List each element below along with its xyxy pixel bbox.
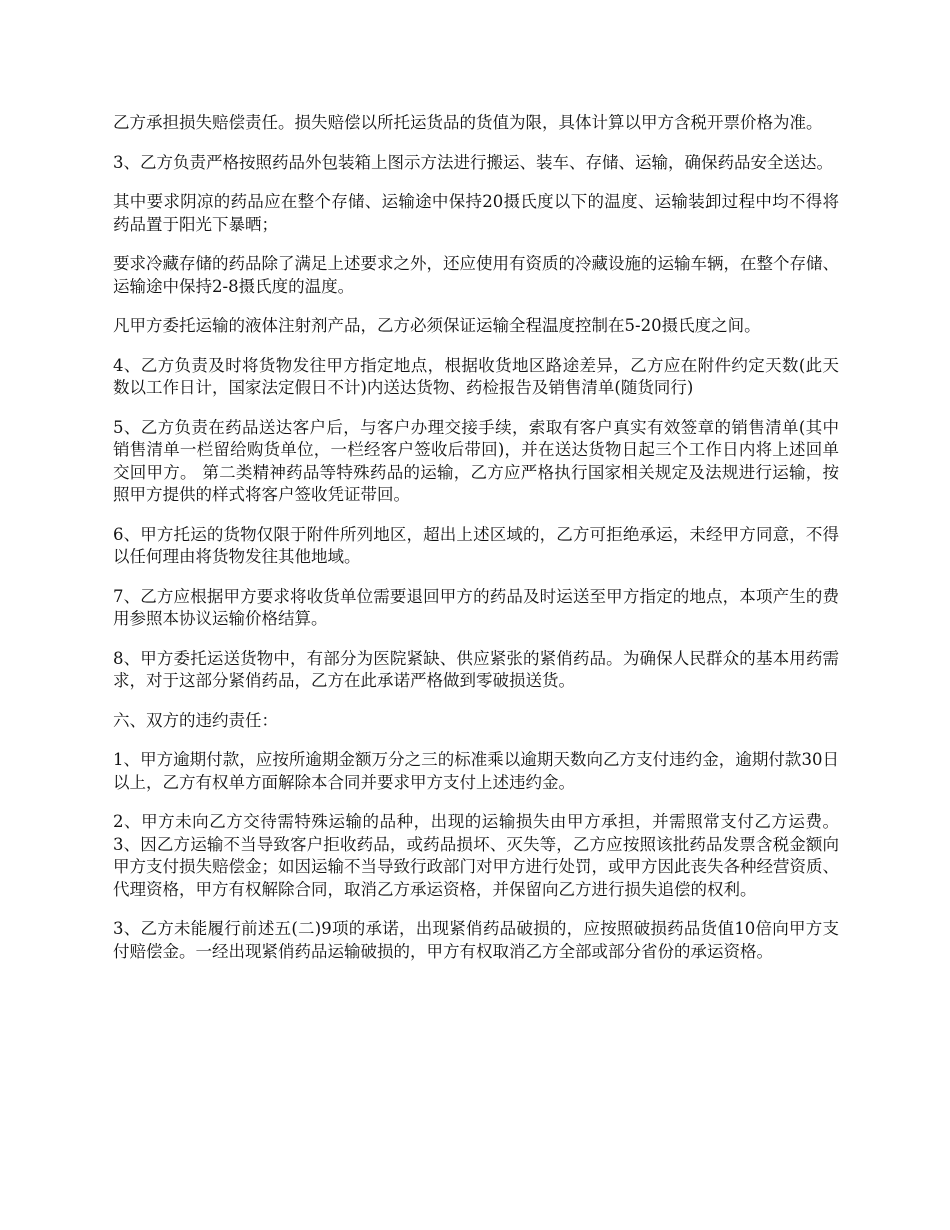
paragraph-cool-storage: 其中要求阴凉的药品应在整个存储、运输途中保持20摄氏度以下的温度、运输装卸过程中均不得将药品置于阳光下暴晒； [113,192,839,234]
paragraph-clause-4-delivery: 4、乙方负责及时将货物发往甲方指定地点，根据收货地区路途差异，乙方应在附件约定天数(此天数以工作日计，国家法定假日不计)内送达货物、药检报告及销售清单(随货同行) [113,355,839,397]
paragraph-breach-3-damage-compensation: 3、乙方未能履行前述五(二)9项的承诺，出现紧俏药品破损的，应按照破损药品货值10倍向甲方支付赔偿金。一经出现紧俏药品运输破损的，甲方有权取消乙方全部或部分省份的承运资格。 [113,919,839,961]
paragraph-breach-1-late-payment: 1、甲方逾期付款，应按所逾期金额万分之三的标准乘以逾期天数向乙方支付违约金，逾期付款30日以上，乙方有权单方面解除本合同并要求甲方支付上述违约金。 [113,750,839,792]
paragraph-clause-5-handover: 5、乙方负责在药品送达客户后，与客户办理交接手续，索取有客户真实有效签章的销售清单(其中销售清单一栏留给购货单位，一栏经客户签收后带回)，并在送达货物日起三个工作日内将上述回单交回甲方。 第二类精神药品等特殊药品的运输，乙方应严格执行国家相关规定及法规进行运输，按照甲方提供的样式将客户签收凭证带回。 [113,417,839,504]
section-heading-breach-liability: 六、双方的违约责任： [113,710,278,730]
paragraph-refrigerated-storage: 要求冷藏存储的药品除了满足上述要求之外，还应使用有资质的冷藏设施的运输车辆，在整个存储、运输途中保持2-8摄氏度的温度。 [113,254,839,296]
paragraph-clause-7-returns: 7、乙方应根据甲方要求将收货单位需要退回甲方的药品及时运送至甲方指定的地点，本项产生的费用参照本协议运输价格结算。 [113,586,839,628]
paragraph-clause-3-handling: 3、乙方负责严格按照药品外包装箱上图示方法进行搬运、装车、存储、运输，确保药品安全送达。 [113,152,833,172]
paragraph-loss-liability: 乙方承担损失赔偿责任。损失赔偿以所托运货品的货值为限，具体计算以甲方含税开票价格为准。 [113,113,823,132]
document-page [113,112,839,980]
paragraph-injection-temperature: 凡甲方委托运输的液体注射剂产品，乙方必须保证运输全程温度控制在5-20摄氏度之间。 [113,316,761,335]
paragraph-clause-6-regions: 6、甲方托运的货物仅限于附件所列地区，超出上述区域的，乙方可拒绝承运，未经甲方同意，不得以任何理由将货物发往其他地域。 [113,524,839,566]
paragraph-breach-2-special-transport: 2、甲方未向乙方交待需特殊运输的品种，出现的运输损失由甲方承担，并需照常支付乙方运费。3、因乙方运输不当导致客户拒收药品，或药品损坏、灭失等，乙方应按照该批药品发票含税金额向甲方支付损失赔偿金；如因运输不当导致行政部门对甲方进行处罚，或甲方因此丧失各种经营资质、代理资格，甲方有权解除合同，取消乙方承运资格，并保留向乙方进行损失追偿的权利。 [113,812,839,899]
paragraph-clause-8-scarce-drugs: 8、甲方委托运送货物中，有部分为医院紧缺、供应紧张的紧俏药品。为确保人民群众的基本用药需求，对于这部分紧俏药品，乙方在此承诺严格做到零破损送货。 [113,648,839,690]
